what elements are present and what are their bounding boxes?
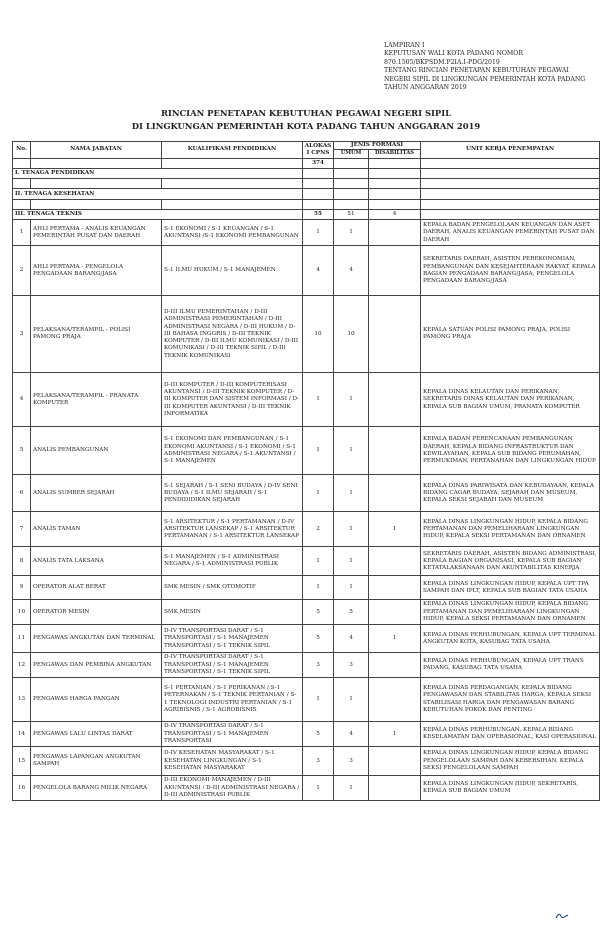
row-alokasi: 2 <box>303 512 334 547</box>
row-unit-kerja: SEKRETARIS DAERAH, ASISTEN BIDANG ADMINISTRASI, KEPALA BAGIAN ORGANISASI, KEPALA SUB BAGIAN KETATALAKSANAAN DAN AKUNTABILITAS KINERJA <box>421 547 600 576</box>
row-no: 7 <box>13 512 31 547</box>
row-alokasi: 1 <box>303 678 334 722</box>
row-disabilitas <box>369 678 421 722</box>
lampiran-block <box>384 42 585 92</box>
row-unit-kerja: KEPALA SATUAN POLISI PAMONG PRAJA, POLISI PAMONG PRAJA <box>421 296 600 373</box>
row-alokasi: 1 <box>303 475 334 512</box>
row-unit-kerja: KEPALA DINAS PERDAGANGAN, KEPALA BIDANG PENGAWASAN DAN STABILITAS HARGA, KEPALA SEKSI STABILISASI HARGA DAN PENGAWASAN BARANG KEBUTUHAN POKOK DAN PENTING <box>421 678 600 722</box>
row-no: 11 <box>13 625 31 653</box>
row-nama-jabatan: OPERATOR MESIN <box>31 600 162 625</box>
formasi-table <box>12 141 600 801</box>
row-alokasi: 1 <box>303 373 334 427</box>
row-unit-kerja: KEPALA DINAS PERHUBUNGAN, KEPALA UPT TRANS PADANG, KASUBAG TATA USAHA <box>421 653 600 678</box>
row-unit-kerja: KEPALA DINAS LINGKUNGAN HIDUP, SEKRETARIS, KEPALA SUB BAGIAN UMUM <box>421 776 600 801</box>
row-disabilitas <box>369 747 421 776</box>
header-kualifikasi: KUALIFIKASI PENDIDIKAN <box>162 142 303 159</box>
row-kualifikasi: S-1 MANAJEMEN / S-1 ADMINISTRASI NEGARA / S-1 ADMINISTRASI PUBLIK <box>162 547 303 576</box>
lampiran-line: TENTANG RINCIAN PENETAPAN KEBUTUHAN PEGAWAI <box>384 67 569 75</box>
header-jenis-formasi: JENIS FORMASI <box>334 142 421 150</box>
row-disabilitas: 1 <box>369 512 421 547</box>
row-alokasi: 4 <box>303 246 334 296</box>
row-nama-jabatan: ANALIS PEMBANGUNAN <box>31 427 162 475</box>
row-kualifikasi: D-IV KESEHATAN MASYARAKAT / S-1 KESEHATAN LINGKUNGAN / S-1 KESEHATAN MASYARAKAT <box>162 747 303 776</box>
row-umum: 5 <box>334 600 369 625</box>
row-nama-jabatan: OPERATOR ALAT BERAT <box>31 576 162 600</box>
row-kualifikasi: D-III ILMU PEMERINTAHAN / D-III ADMINISTRASI PEMERINTAHAN / D-III ADMINISTRASI NEGARA / D-III HUKUM / D-III BAHASA INGGRIS / D-III TEKNIK KOMPUTER / D-III ILMU KOMUNIKASI / D-III KOMUNIKASI / D-III TEKNIK SIPIL / D-III TEKNIK KOMUNIKASI <box>162 296 303 373</box>
row-disabilitas <box>369 653 421 678</box>
row-kualifikasi: S-1 SEJARAH / S-1 SENI BUDAYA / D-IV SENI BUDAYA / S-1 ILMU SEJARAH / S-1 PENDIDIDIKAN SEJARAH <box>162 475 303 512</box>
row-umum: 3 <box>334 653 369 678</box>
row-umum: 1 <box>334 512 369 547</box>
table-row <box>13 653 600 678</box>
section-label: I. TENAGA PENDIDIKAN <box>13 168 303 178</box>
table-row <box>13 296 600 373</box>
section-label: II. TENAGA KESEHATAN <box>13 189 303 200</box>
row-nama-jabatan: PENGAWAS ANGKUTAN DAN TERMINAL <box>31 625 162 653</box>
header-unit-kerja: UNIT KERJA PENEMPATAN <box>421 142 600 159</box>
row-kualifikasi: S-1 EKONOMI / S-1 KEUANGAN / S-1 AKUNTANSI /S-1 EKONOMI PEMBANGUNAN <box>162 220 303 246</box>
row-unit-kerja: KEPALA BADAN PERENCANAAN PEMBANGUNAN DAERAH, KEPALA BIDANG INFRASTRUKTUR DAN KEWILAYAHAN, KEPALA SUB BIDANG PERUMAHAN, PERMUKIMAN, PERTANAHAN DAN LINGKUNGAN HIDUP <box>421 427 600 475</box>
section-row <box>13 210 600 220</box>
row-umum: 1 <box>334 373 369 427</box>
header-alokasi: ALOKASI CPNS <box>303 142 334 159</box>
row-no: 15 <box>13 747 31 776</box>
row-nama-jabatan: ANALIS TATA LAKSANA <box>31 547 162 576</box>
document-title-line1: RINCIAN PENETAPAN KEBUTUHAN PEGAWAI NEGERI SIPIL <box>160 108 452 118</box>
row-nama-jabatan: ANALIS SUMBER SEJARAH <box>31 475 162 512</box>
table-row <box>13 246 600 296</box>
table-row <box>13 625 600 653</box>
row-kualifikasi: S-1 PERTANIAN / S-1 PERIKANAN / S-1 PETERNAKAN / S-1 TEKNIK PERTANIAN / S-1 TEKNOLOGI INDUSTRI PERTANIAN / S-1 AGRIBISNIS / S-1 AGROBISNIS <box>162 678 303 722</box>
row-disabilitas <box>369 776 421 801</box>
paraf-signature <box>555 912 569 920</box>
table-row <box>13 678 600 722</box>
row-alokasi: 1 <box>303 547 334 576</box>
row-disabilitas <box>369 296 421 373</box>
row-no: 9 <box>13 576 31 600</box>
section-row <box>13 189 600 200</box>
row-nama-jabatan: PENGAWAS LALU LINTAS DARAT <box>31 722 162 747</box>
lampiran-line: KEPUTUSAN WALI KOTA PADANG NOMOR <box>384 50 523 58</box>
table-row <box>13 373 600 427</box>
row-nama-jabatan: PENGELOLA BARANG MILIK NEGARA <box>31 776 162 801</box>
header-disabilitas: DISABILITAS <box>369 150 421 158</box>
table-row <box>13 722 600 747</box>
row-alokasi: 3 <box>303 653 334 678</box>
table-row <box>13 512 600 547</box>
row-umum: 1 <box>334 427 369 475</box>
row-nama-jabatan: PELAKSANA/TERAMPIL - PRANATA KOMPUTER <box>31 373 162 427</box>
row-unit-kerja: KEPALA DINAS PERHUBUNGAN, KEPALA BIDANG KESELAMATAN DAN OPERASIONAL, KASI OPERASIONAL <box>421 722 600 747</box>
row-alokasi: 1 <box>303 576 334 600</box>
row-nama-jabatan: AHLI PERTAMA - ANALIS KEUANGAN PEMERINTAH PUSAT DAN DAERAH <box>31 220 162 246</box>
row-kualifikasi: D-III KOMPUTER / D-III KOMPUTERISASI AKUNTANSI / D-III TEKNIK KOMPUTER / D-III KOMPUTER DAN SISTEM INFORMASI / D-III KOMPUTER AKUNTANSI / D-III TEKNIK INFORMATIKA <box>162 373 303 427</box>
row-alokasi: 3 <box>303 747 334 776</box>
row-umum: 1 <box>334 576 369 600</box>
row-umum: 1 <box>334 776 369 801</box>
row-unit-kerja: KEPALA DINAS PARIWISATA DAN KEBUDAYAAN, KEPALA BIDANG CAGAR BUDAYA, SEJARAH DAN MUSEUM, KEPALA SEKSI SEJARAH DAN MUSEUM <box>421 475 600 512</box>
row-nama-jabatan: PENGAWAS DAN PEMBINA ANGKUTAN <box>31 653 162 678</box>
row-kualifikasi: D-IV TRANSPORTASI DARAT / S-1 TRANSPORTASI / S-1 MANAJEMEN TRANSPORTASI / S-1 TEKNIK SIPIL <box>162 653 303 678</box>
row-unit-kerja: KEPALA DINAS LINGKUNGAN HIDUP, KEPALA UPT TPA SAMPAH DAN IPLT, KEPALA SUB BAGIAN TATA USAHA <box>421 576 600 600</box>
section-umum: 51 <box>334 210 369 220</box>
row-umum: 4 <box>334 625 369 653</box>
row-nama-jabatan: PELAKSANA/TERAMPIL - POLISI PAMONG PRAJA <box>31 296 162 373</box>
document-title-line2: DI LINGKUNGAN PEMERINTAH KOTA PADANG TAHUN ANGGARAN 2019 <box>131 121 481 131</box>
row-unit-kerja: SEKRETARIS DAERAH, ASISTEN PEREKONOMIAN, PEMBANGUNAN DAN KESEJAHTERAAN RAKYAT, KEPALA BAGIAN PENGADAAN BARANG/JASA, PENGELOLA PENGADAAN BARANG/JASA <box>421 246 600 296</box>
row-umum: 4 <box>334 722 369 747</box>
row-disabilitas <box>369 547 421 576</box>
blank-row <box>13 200 600 210</box>
section-alokasi: 55 <box>303 210 334 220</box>
row-unit-kerja: KEPALA DINAS PERHUBUNGAN, KEPALA UPT TERMINAL ANGKUTAN KOTA, KASUBAG TATA USAHA <box>421 625 600 653</box>
row-no: 5 <box>13 427 31 475</box>
table-row <box>13 776 600 801</box>
row-no: 2 <box>13 246 31 296</box>
row-alokasi: 1 <box>303 427 334 475</box>
table-row <box>13 576 600 600</box>
row-no: 12 <box>13 653 31 678</box>
row-umum: 1 <box>334 547 369 576</box>
row-kualifikasi: D-III EKONOMI MANAJEMEN / D-III AKUNTANSI / D-III ADMINISTRASI NEGARA / D-III ADMINISTRASI PUBLIK <box>162 776 303 801</box>
row-alokasi: 5 <box>303 722 334 747</box>
lampiran-line: 870.1505/BKPSDM.P2IA.I-PDG/2019 <box>384 58 500 66</box>
row-no: 10 <box>13 600 31 625</box>
row-umum: 1 <box>334 220 369 246</box>
row-kualifikasi: S-1 ILMU HUKUM / S-1 MANAJEMEN <box>162 246 303 296</box>
row-disabilitas: 1 <box>369 722 421 747</box>
row-disabilitas <box>369 427 421 475</box>
row-kualifikasi: SMK MESIN <box>162 600 303 625</box>
row-nama-jabatan: PENGAWAS HARGA PANGAN <box>31 678 162 722</box>
table-row <box>13 427 600 475</box>
lampiran-line: TAHUN ANGGARAN 2019 <box>384 84 467 92</box>
row-alokasi: 1 <box>303 776 334 801</box>
row-nama-jabatan: PENGAWAS LAPANGAN ANGKUTAN SAMPAH <box>31 747 162 776</box>
total-row <box>13 158 600 168</box>
row-kualifikasi: S-1 ARSITEKTUR / S-1 PERTAMANAN / D-IV ARSITEKTUR LANSEKAP / S-1 ARSITEKTUR PERTAMANAN / S-1 ARSITEKTUR LANSEKAP <box>162 512 303 547</box>
row-no: 6 <box>13 475 31 512</box>
row-disabilitas: 1 <box>369 625 421 653</box>
row-disabilitas <box>369 600 421 625</box>
row-unit-kerja: KEPALA DINAS LINGKUNGAN HIDUP, KEPALA BIDANG PERTAMANAN DAN PEMELIHARAAN LINGKUNGAN HIDUP, KEPALA SEKSI PERTAMANAN DAN ORNAMEN <box>421 512 600 547</box>
row-unit-kerja: KEPALA BADAN PENGELOLAAN KEUANGAN DAN ASET DAERAH, ANALIS KEUANGAN PEMERINTAH PUSAT DAN DAERAH <box>421 220 600 246</box>
row-kualifikasi: S-1 EKONOMI DAN PEMBANGUNAN / S-1 EKONOMI AKUNTANSI / S-1 EKONOMI / S-1 ADMINISTRASI NEGARA / S-1 AKUNTANSI / S-1 MANAJEMEN <box>162 427 303 475</box>
header-nama-jabatan: NAMA JABATAN <box>31 142 162 159</box>
total-value: 374 <box>303 158 334 168</box>
section-label: III. TENAGA TEKNIS <box>13 210 303 220</box>
row-umum: 4 <box>334 246 369 296</box>
lampiran-line: LAMPIRAN I <box>384 42 425 49</box>
row-umum: 3 <box>334 747 369 776</box>
row-nama-jabatan: AHLI PERTAMA - PENGELOLA PENGADAAN BARANG/JASA <box>31 246 162 296</box>
row-disabilitas <box>369 220 421 246</box>
row-umum: 10 <box>334 296 369 373</box>
row-alokasi: 5 <box>303 600 334 625</box>
table-row <box>13 600 600 625</box>
header-no: No. <box>13 142 31 159</box>
row-no: 13 <box>13 678 31 722</box>
row-kualifikasi: SMK MESIN / SMK OTOMOTIF <box>162 576 303 600</box>
table-row <box>13 547 600 576</box>
row-umum: 1 <box>334 678 369 722</box>
section-row <box>13 168 600 178</box>
section-disabilitas: 4 <box>369 210 421 220</box>
header-umum: UMUM <box>334 150 369 158</box>
row-disabilitas <box>369 373 421 427</box>
blank-row <box>13 179 600 189</box>
row-no: 1 <box>13 220 31 246</box>
row-no: 3 <box>13 296 31 373</box>
row-alokasi: 1 <box>303 220 334 246</box>
row-unit-kerja: KEPALA DINAS LINGKUNGAN HIDUP, KEPALA BIDANG PERTAMANAN DAN PEMELIHARAAN LINGKUNGAN HIDUP, KEPALA SEKSI PERTAMANAN DAN ORNAMEN <box>421 600 600 625</box>
row-no: 16 <box>13 776 31 801</box>
row-nama-jabatan: ANALIS TAMAN <box>31 512 162 547</box>
row-unit-kerja: KEPALA DINAS LINGKUNGAN HIDUP, KEPALA BIDANG PENGELOLAAN SAMPAH DAN KEBERSIHAN, KEPALA SEKSI PENGELOLAAN SAMPAH <box>421 747 600 776</box>
row-alokasi: 5 <box>303 625 334 653</box>
row-disabilitas <box>369 475 421 512</box>
row-disabilitas <box>369 576 421 600</box>
row-alokasi: 10 <box>303 296 334 373</box>
table-row <box>13 220 600 246</box>
row-no: 4 <box>13 373 31 427</box>
row-kualifikasi: D-IV TRANSPORTASI DARAT / S-1 TRANSPORTASI / S-1 MANAJEMEN TRANSPORTASI <box>162 722 303 747</box>
row-umum: 1 <box>334 475 369 512</box>
row-unit-kerja: KEPALA DINAS KELAUTAN DAN PERIKANAN, SEKRETARIS DINAS KELAUTAN DAN PERIKANAN, KEPALA SUB BAGIAN UMUM, PRANATA KOMPUTER <box>421 373 600 427</box>
lampiran-line: NEGERI SIPIL DI LINGKUNGAN PEMERINTAH KOTA PADANG <box>384 75 586 83</box>
row-kualifikasi: D-IV TRANSPORTASI DARAT / S-1 TRANSPORTASI / S-1 MANAJEMEN TRANSPORTASI / S-1 TEKNIK SIPIL <box>162 625 303 653</box>
row-disabilitas <box>369 246 421 296</box>
table-row <box>13 475 600 512</box>
row-no: 8 <box>13 547 31 576</box>
table-row <box>13 747 600 776</box>
row-no: 14 <box>13 722 31 747</box>
